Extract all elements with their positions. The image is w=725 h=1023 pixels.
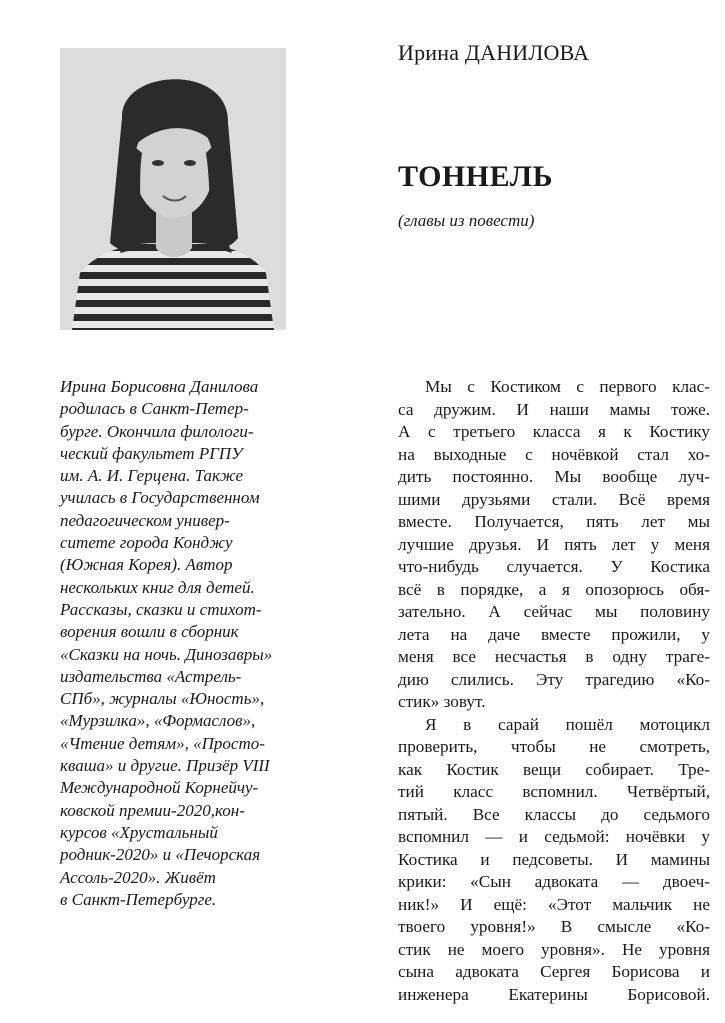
author-portrait-photo-icon	[60, 48, 286, 330]
bio-line: им. А. И. Герцена. Также	[60, 466, 244, 486]
story-line: лета на даче вместе прожили, у	[398, 624, 710, 644]
story-line: всё в порядке, а я опозорюсь обя-	[398, 579, 710, 599]
story-line: тий класс вспомнил. Четвёртый,	[398, 782, 710, 801]
story-line: Я в сарай пошёл мотоцикл	[425, 714, 710, 734]
bio-line: кваша» и другие. Призёр VIII	[60, 756, 270, 776]
story-line: стик не моего уровня». Не уровня	[398, 939, 710, 959]
story-line: проверить, чтобы не смотреть,	[398, 737, 710, 756]
story-line: твоего уровня!» В смысле «Ко-	[398, 917, 710, 936]
story-line: вспомнил — и седьмой: ночёвки у	[398, 827, 710, 846]
author-bio	[60, 376, 330, 911]
bio-line: ковской премии-2020,кон-	[60, 800, 245, 820]
bio-line: издательства «Астрель-	[60, 666, 242, 686]
story-text	[398, 376, 710, 1006]
bio-line: в Санкт-Петербурге.	[60, 889, 217, 909]
author-name: Ирина ДАНИЛОВА	[398, 40, 590, 65]
story-line: инженера Екатерины Борисовой.	[398, 984, 710, 1004]
bio-line: училась в Государственном	[60, 488, 260, 508]
bio-line: ворения вошли в сборник	[60, 622, 239, 642]
story-title: ТОННЕЛЬ	[398, 160, 553, 193]
story-line: са дружим. И наши мамы тоже.	[398, 399, 710, 419]
story-line: Костика и педсоветы. И мамины	[398, 849, 710, 869]
bio-line: родник-2020» и «Печорская	[60, 845, 261, 865]
bio-line: Ирина Борисовна Данилова	[60, 377, 259, 396]
bio-line: (Южная Корея). Автор	[60, 555, 233, 575]
story-line: Мы с Костиком с первого клас-	[425, 377, 710, 396]
story-line: лучшие друзья. И пять лет у меня	[398, 534, 710, 554]
bio-line: родилась в Санкт-Петер-	[60, 399, 249, 419]
bio-line: ческий факультет РГПУ	[60, 443, 243, 463]
story-line: шими друзьями стали. Всё время	[398, 489, 710, 509]
story-line: ник!» И ещё: «Этот мальчик не	[398, 894, 710, 914]
author-photo	[60, 48, 286, 330]
story-line: сына адвоката Сергея Борисова и	[398, 962, 710, 981]
story-line: крики: «Сын адвоката — двоеч-	[398, 872, 710, 891]
bio-line: курсов «Хрустальный	[60, 822, 218, 842]
story-line: стик» зовут.	[398, 692, 486, 711]
story-line: дию слились. Эту трагедию «Ко-	[398, 669, 710, 689]
bio-line: СПб», журналы «Юность»,	[60, 689, 265, 709]
story-subtitle: (главы из повести)	[398, 211, 535, 230]
story-line: зательно. А сейчас мы половину	[398, 602, 710, 621]
story-line: на выходные с ночёвкой стал хо-	[398, 444, 710, 464]
bio-line: «Сказки на ночь. Динозавры»	[60, 644, 273, 664]
bio-line: «Мурзилка», «Формаслов»,	[60, 711, 256, 731]
story-line: как Костик вещи собирает. Тре-	[398, 759, 710, 779]
bio-line: нескольких книг для детей.	[60, 577, 255, 597]
bio-line: ситете города Конджу	[60, 533, 233, 553]
story-line: меня все несчастья в одну траге-	[398, 647, 710, 666]
story-line: А с третьего класса я к Костику	[398, 422, 710, 441]
story-line: что-нибудь случается. У Костика	[398, 557, 710, 576]
story-line: пятый. Все классы до седьмого	[398, 804, 710, 824]
bio-line: Международной Корнейчу-	[60, 778, 259, 798]
bio-line: «Чтение детям», «Просто-	[60, 733, 265, 753]
story-line: вместе. Получается, пять лет мы	[398, 512, 710, 531]
bio-line: педагогическом универ-	[60, 510, 230, 530]
story-line: дить постоянно. Мы вообще луч-	[398, 467, 710, 486]
bio-line: Рассказы, сказки и стихот-	[60, 599, 262, 619]
bio-line: бурге. Окончила филологи-	[60, 421, 254, 441]
bio-line: Ассоль-2020». Живёт	[60, 867, 216, 887]
